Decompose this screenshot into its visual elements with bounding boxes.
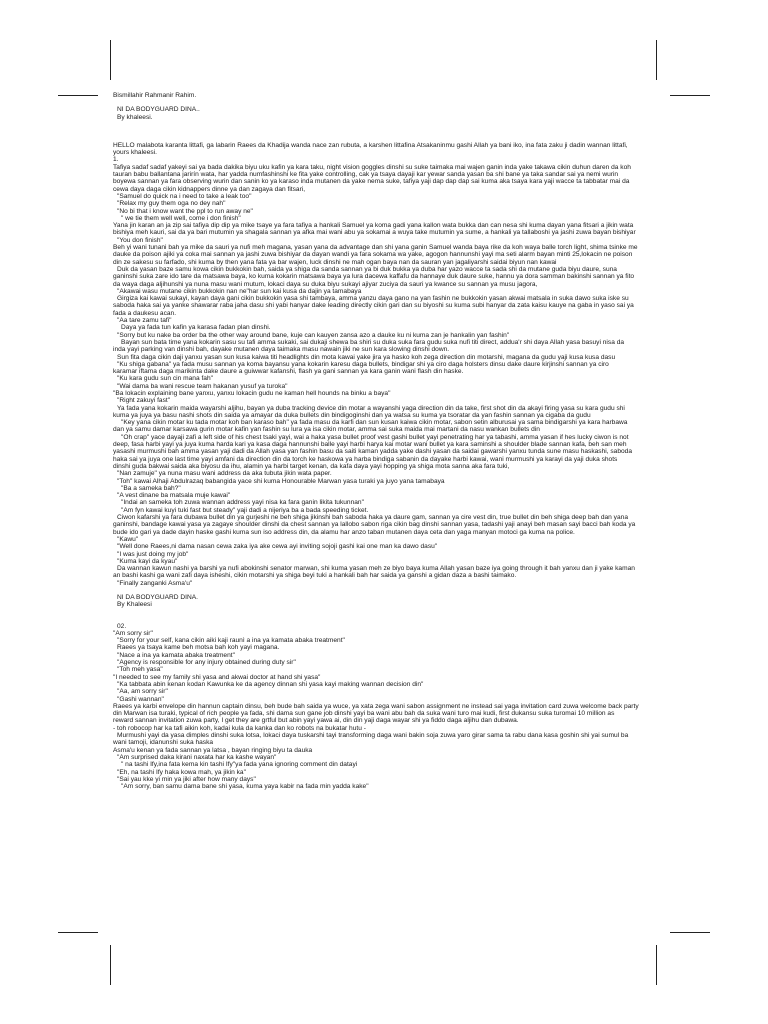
text-line: Murmushi yayi da yasa dimples dinshi suka lotsa, lokaci daya tuskarshi tayi transforming daga wani bakin soja zuwa yaro girar sama ta rabu dana kasa goshin shi yai sumul ba: [117, 732, 629, 740]
text-line: "Toh meh yasa": [117, 666, 163, 674]
text-line: Beh yi wani tunani bah ya mike da sauri ya nufi meh magana, yasan yana da advantage dan shi yana ganin Samuel wanda baya rike da koh waya balle torch light, shima tsinke me: [113, 244, 638, 252]
text-line: da waya daga aljihunshi ya nuna masu wani mutum, lokaci daya su duka biyu sukayi ajiyar zuciya da sauri ya kwance su sannan ya musu jagora,: [113, 280, 538, 288]
text-line: "Kawu": [117, 535, 139, 543]
text-line: "Samuel do quick na i need to take a leak too": [117, 192, 252, 200]
text-line: By khaleesi.: [117, 113, 153, 121]
text-line: din Marwan isa turaki, typical of rich people ya fada, shi dama sun gane job dinshi yayi ba wani abu bah da suka wani turo mai kudi, first dukansu suka turomai 10 million as: [113, 710, 615, 718]
text-line: "Sai yau kke yi min ya jiki after how many days": [117, 775, 256, 783]
crop-mark-bottom-right-h: [670, 932, 710, 933]
text-line: "Ku kara gudu sun cin mana fah": [117, 375, 213, 383]
text-line: "Am fyn kawai kuyi tuki fast but steady" yaji dadi a nijeriya ba a bada speeding ticket.: [121, 506, 369, 514]
text-line: Raees ya karbi envelope din hannun captain dinsu, beh bude bah saida ya wuce, ya xata zega wani sabon assignment ne instead sai yaga invitation card zuwa welcome back party: [113, 702, 639, 710]
text-line: "Oh crap" yace dayaji zafi a left side of his chest tsaki yayi, wai a haka yasa bullet proof vest gashi bullet yayi penetrating har ya tabashi, amma yasan if hes lucky ciwon is not: [121, 433, 629, 441]
text-line: "Akawai wasu mutane cikin bukkokin nan ne"har sun kai kusa da dajin ya tamabaya: [117, 287, 362, 295]
text-line: bishiya meh kauri, sai da ya bari mutumin ya shagala sannan ya afka mai wani abu ya sokamai a wuya take mutumin ya sume, a hankali ya tallaboshi ya jashi zuwa bayan bishiyar: [113, 229, 636, 237]
text-line: "Nace a ina ya kamata abaka treatment": [117, 651, 235, 659]
text-line: Girgiza kai kawai sukayi, kayan daya gani cikin bukkokin yasa shi tambaya, amma yanzu daya gano na yan fashin ne bukkokin yasan akwai matsala in suka dawo suka iske su: [117, 295, 629, 303]
text-line: "Key yana cikin motar ku tada motar koh ban karaso bah" ya fada masu da karfi dan sun kusan kaiwa cikin motar, sabon setin alburusai ya sama bindigarshi ya kara harbawa: [121, 419, 628, 427]
text-line: reward sannan invitation zuwa party, I get they are grtful but abin yayi yawa ai, din din yaji daga wayar shi ya fiddo daga aljihu dan dubawa.: [113, 717, 519, 725]
paragraph-gap: [113, 121, 653, 135]
text-line: dan ya samu damar karsawa gurin motar kafin yan fashin su lura ya isa cikin motar, amma sai suka maida mai martani da nasu wankan bullets din: [113, 426, 540, 434]
text-line: "Ba a sameka bah?": [121, 484, 181, 492]
text-line: bude ido gari ya dade dayin haske gashi kuma sun iso address din, da alamu har anzo taban mutanen daya ceta dan yaga manyan motoci ga kuma na police.: [113, 528, 575, 536]
text-line: 02.: [117, 622, 127, 630]
text-line: din ze sakesu su farfado, shi kuma by then yana fata ya bar wajen, luck dinshi ne mah ogan baya nan da sauran yan jagaliyarshi saidai biyun nan kawai: [113, 258, 557, 266]
text-line: "Finally zanganki Asma'u": [117, 579, 193, 587]
text-line: HELLO malabota karanta littafi, ga labarin Raees da Khadija wanda nace zan rubuta, a karshen littafina Atsakaninmu gashi Allah ya bani iko, ina fata zaku ji dadin wannan littafi,: [113, 141, 628, 149]
text-line: "Am sorry sir": [113, 629, 153, 637]
text-line: "A vest dinane ba matsala muje kawai": [117, 492, 231, 500]
text-line: wani tamoji, idanunshi suka haska: [113, 739, 214, 747]
text-line: Bayan sun bata time yana kokarin sasu su tafi amma sukaki, sai dukaji shewa ba shiri su duka suka fara gudu suka nufi titi direct, addua'r shi daya Allah yasa basuyi nisa da: [121, 338, 625, 346]
paragraph-gap: [113, 609, 653, 623]
document-page: [113, 92, 653, 790]
text-line: "Ku shiga gabana" ya fada musu sannan ya koma bayansu yana kokarin karesu daga bullets, bindigar shi ya ciro daga holsters dinsu dake daure kirjinshi sannan ya ciro: [117, 360, 609, 368]
text-line: kuma ya juya ya basu nashi shots din saida ya amayar da duka bullets din bindigoginshi dan ya watsa su kuma ya tsoratar da yan fashin sannan ya cigaba da gudu: [113, 411, 591, 419]
text-line: "Toh" kawai Alhaji Abdulrazaq babangida yace shi kuma Honourable Marwan yasa turaki ya juyo yana tamabaya: [117, 477, 445, 485]
text-line: boyewa sannan ya fara observing wurin dan sanin ko ya karaso inda mutanen da yake nema suke, tafiya yaji dap dap dap sai kuma aka tsaya kara yaji wacce ta tabbatar mai da: [113, 178, 630, 186]
text-line: "Kuma kayi da kyau": [117, 557, 178, 565]
text-line: "Gashi wannan": [117, 695, 164, 703]
text-line: cewa daya daga cikin kidnappers dinne ya dan zagaya dan fitsari,: [113, 185, 306, 193]
text-line: "Sorry but ku nake ba order ba the other way around bane, kuje can kauyen zansa azo a dauke ku ni kuma zan je hankalin yan fashin": [117, 331, 510, 339]
text-line: 1.: [113, 156, 119, 164]
crop-mark-top-right-v: [656, 40, 657, 80]
text-line: Daya ya fada tun kafin ya karasa fadan plan dinshi.: [121, 324, 271, 332]
text-line: NI DA BODYGUARD DINA..: [117, 106, 200, 114]
text-line: "Nan zamuje" ya nuna masu wani address da aka tubuta jikin wata paper.: [117, 470, 332, 478]
text-line: "Well done Raees,ni dama nasan cewa zaka iya ake cewa ayi inviting sojoji gashi kai one man ka dawo dasu": [117, 543, 438, 551]
paragraph-gap: [113, 135, 653, 142]
text-line: fada a daukesu acan.: [113, 309, 177, 317]
text-line: "Am sorry, ban samu dama bane shi yasa, kuma yaya kabir na fada min yadda kake": [121, 783, 369, 791]
text-line: haka sai ya juya one last time yayi amfani da direction din da torch ke haskowa ya harba bindiga sabanin da dayake harbi kawai, wani murmushi ya karayi da yaji duka shots: [113, 455, 618, 463]
text-line: "Ka tabbata abin kenan kodan Kawunka ke da agency dinnan shi yasa kayi making wannan decision din": [117, 680, 424, 688]
text-line: Asma'u kenan ya fada sannan ya latsa , bayan ringing biyu ta dauka: [113, 746, 313, 754]
text-line: karamar iftama daga marikinta dake daure a guiwwar kafanshi, flash ya gani sannan ya kara ganin wani flash din haske.: [113, 368, 464, 376]
text-line: "Sorry for your self, kana cikin aiki kaji raunì a ina ya kamata abaka treatment": [117, 637, 345, 645]
text-line: By Khaleesi: [117, 601, 152, 609]
text-line: " we tie them well well, come i don finish": [121, 214, 241, 222]
text-line: Ya fada yana kokarin maida wayarshi aljihu, bayan ya duba tracking device din motar a wayanshi yaga direction din da take, first shot din da akayi firing yasa su kara gudu shi: [117, 404, 625, 412]
text-line: Bismillahir Rahmanir Rahim.: [113, 92, 197, 99]
text-line: inda yayi parking van dinshi bah, dayake mutanen daya taimaka masu nawain jiki ne sun kara slowing dinshi down.: [113, 346, 450, 354]
text-line: " na tashi Ify,ina fata kema kin tashi Ify"ya fada yana ignoring comment din datayi: [121, 761, 358, 769]
text-line: "Am surprised daka kirani naxata har ka kashe wayan": [117, 753, 277, 761]
text-line: "Aa, am sorry sir": [117, 688, 168, 696]
crop-mark-bottom-left-v: [110, 945, 111, 985]
text-line: Da wannan kawun nashi ya barshi ya nufi abokinshi senator marwan, shi kuma yasan meh ze biyo baya kuma Allah yasan baze iya going through it bah yanxu dan ji yake kaman: [117, 565, 635, 573]
text-line: Yana jin karan an ja zip sai tafiya dip dip ya mike tsaye ya fara tafiya a hankali Samuel ya koma gadi yana kallon wata bukka dan can nesa shi kuma dayan yana fitsari a jikin wata: [113, 222, 634, 230]
text-line: "Indai an sameka toh zuwa wannan address yayi nisa ka fara ganin likita tukunnan": [121, 499, 364, 507]
text-line: tauran babu ballantana jarirín wata, har yadda numfashinshi ke fita yake controlling, cak ya tsaya dayaji kar yewar sanda yasan ba shi bane ya taka sandar sai ya nemi wurin: [113, 171, 619, 179]
text-line: NI DA BODYGUARD DINA.: [117, 594, 198, 601]
text-line: ganinshi suka zare ido tare da matsawa baya, ko kuma kokarin matsawa baya ya lura dacewa kaffafu da hannaye duk daure suke, hannu ya dora samman bakinshi sannan ya fito: [113, 273, 635, 281]
text-line: - toh robocop har ka tafi aikin koh, kadai kula da kanka dan ko robots na bukatar hutu -: [113, 724, 366, 732]
text-line: Raees ya tsaya kame beh motsa bah koh yayi magana.: [117, 644, 280, 652]
text-line: saboda haka sai ya yanke shawarar raba jaha dasu shi yabi hanyar dake leading directly cikin gari dan su biyoshi su kuma subi hanyar da zata kaisu kauye na gaba in yaso sai ya: [113, 302, 634, 310]
text-line: an bashi kashi ga wani zafi daya isheshi, cikin motarshi ya shiga beyi tuki a hankali bah har saida ya ganshi a gidan daza a bashi taimako.: [113, 572, 517, 580]
text-line: Duk da yasan baze samu kowa cikin bukkokin bah, saida ya shiga da sanda sannan ya bi duk bukka ya duba har yazo wacce ta sada shi da mutane guda biyu daure, suna: [117, 265, 617, 273]
paragraph-gap: [113, 99, 653, 106]
crop-mark-top-left-v: [110, 40, 111, 80]
text-line: deep, fasa harbi yayi ya juya kuma harda kari ya kasa daga hannunshi balle yayi harbi harya kai motar wani bullet ya kara saminshi a shoulder blade sannan kafa, beh san meh: [113, 441, 627, 449]
text-line: ganinshi, bandage kawai yasa ya zagaye shoulder dinshi da chest sannan ya lallobo sabon riga cikin bag dinshi sannan yasa, tadashi yaji anayi beh masan sayi bacci bah koda ya: [113, 521, 636, 529]
text-line: "No bi that i know want the ppl to run away ne": [117, 207, 253, 215]
text-line: Ciwon kafarshi ya fara dubawa bullet din ya gurjeshi ne beh shiga jikinshi bah saboda haka ya daure gam, sannan ya cire vest din, true bullet din beh shiga deep bah dan yana: [117, 514, 628, 522]
crop-mark-top-right-h: [670, 95, 710, 96]
text-line: yours khaleesi.: [113, 149, 157, 157]
crop-mark-bottom-left-h: [58, 932, 98, 933]
paragraph-gap: [113, 587, 653, 594]
text-line: "You don finish": [117, 236, 163, 244]
text-line: "Eh, na tashi Ify haka kowa mah, ya jikin ka": [117, 768, 246, 776]
text-line: "Right zakuyi fast": [117, 397, 171, 405]
text-line: "I was just doing my job": [117, 550, 189, 558]
text-line: Tafiya sadaf sadaf yakeyi sai ya bada dakika biyu uku kafin ya kara taku, night vision goggles dinshi su suke taimaka mai wajen ganin inda yake takawa cikin duhun daren da koh: [113, 163, 631, 171]
crop-mark-top-left-h: [58, 95, 98, 96]
text-line: yasashi murmushi bah amma yasan yaji dadi da Allah yasa yan fashin basu da saiti kaman yadda yake dashi yasan da saidai gawarshi yanxu tunda sune masu haskashi, saboda: [113, 448, 633, 456]
text-line: "Wai dama ba wani rescue team hakanan yusuf ya turoka": [117, 382, 288, 390]
text-line: "Agency is responsible for any injury obtained during duty sir": [117, 659, 296, 667]
text-line: "I needed to see my family shi yasa and akwai doctor at hand shi yasa": [113, 673, 321, 681]
text-line: Sun fita daga cikin daji yanxu yasan sun kusa kaiwa titi headlights din mota kawai yake jira ya hasko koh zega direction din motarshi, magana da gudu yaji kusa kusa dasu: [117, 353, 616, 361]
text-line: "Relax my guy them oga no dey nah": [117, 200, 226, 208]
text-line: "Aa tare zamu tafi": [117, 317, 172, 325]
text-line: "Ba lokacin explaining bane yanxu, yanxu lokacin gudu ne kaman hell hounds na binku a baya": [113, 389, 391, 397]
text-line: dinshi guda bakwai saida aka biyosu da ihu, alamin ya harbi target kenan, da kafa daya yayi hopping ya shiga mota sanna aka fara tuki,: [113, 462, 510, 470]
text-line: dauke da poison ajiki ya coka mai sannan ya jashi zuwa bishiyar da dayan wandi ya fara sokama wa yake, agogon hannunshi yayi ma seti alarm bayan minti 25,lokacin ne poison: [113, 251, 633, 259]
crop-mark-bottom-right-v: [656, 945, 657, 985]
